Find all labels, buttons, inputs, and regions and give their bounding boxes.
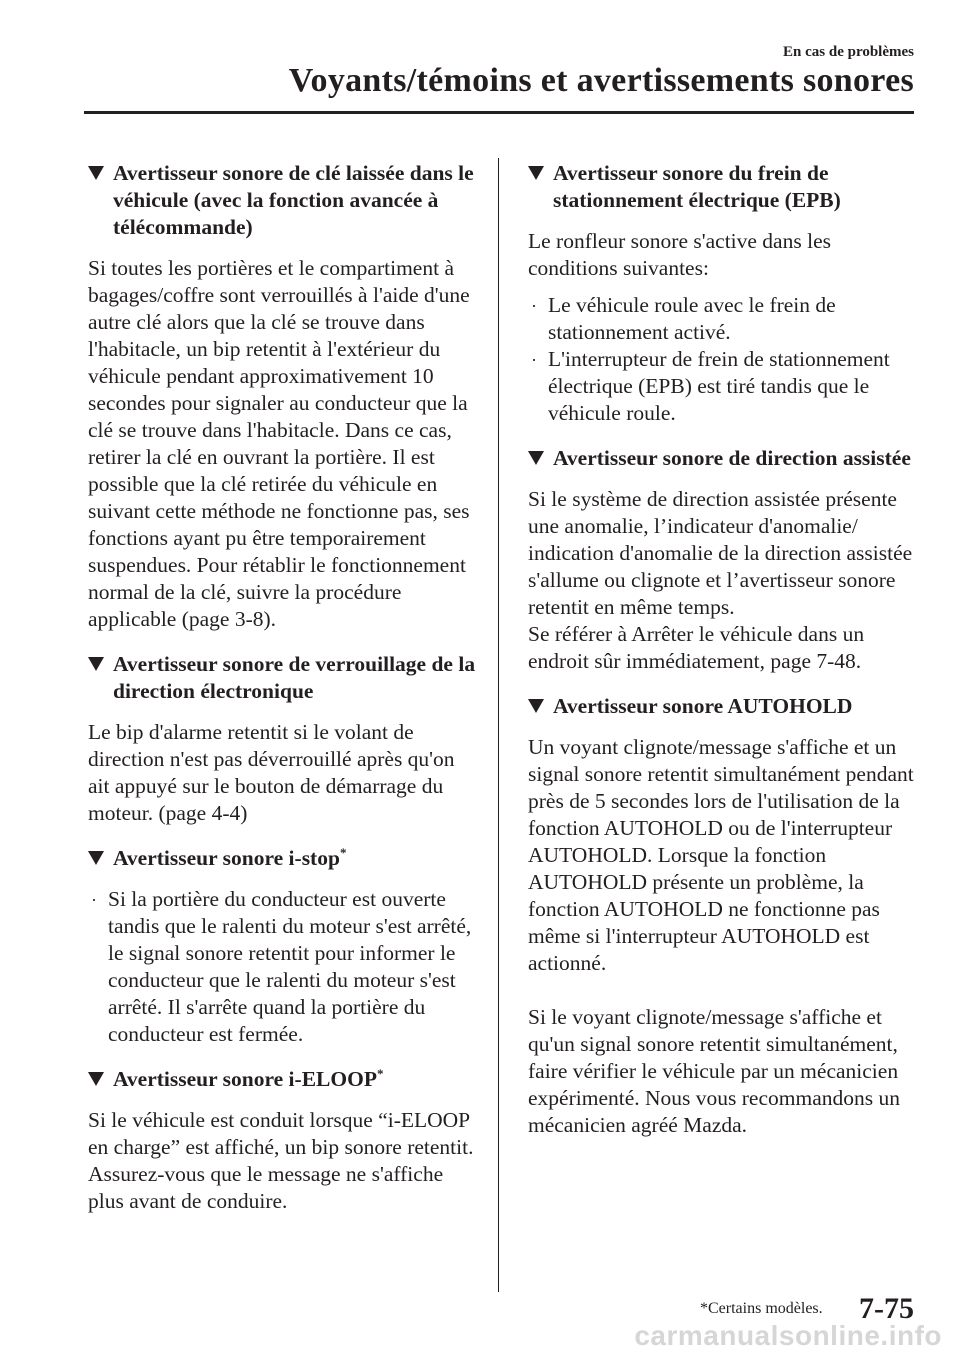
list-item-text: Le véhicule roule avec le frein de stationnement activé.	[548, 293, 836, 344]
heading-text: Avertisseur sonore i-stop	[113, 846, 340, 870]
section-heading-autohold	[528, 693, 920, 720]
left-column	[88, 160, 480, 1233]
paragraph-text: Si le système de direction assistée présente une anomalie, l’indicateur d'anomalie/ indication d'anomalie de la direction assistée s'allume ou clignote et l’avertisseur sonore retentit en même temps.	[528, 487, 913, 619]
paragraph: Le bip d'alarme retentit si le volant de direction n'est pas déverrouillé après qu'on ait appuyé sur le bouton de démarrage du moteur. (page 4-4)	[88, 720, 455, 825]
section-heading-power-steering	[528, 445, 920, 472]
section-heading-steering-lock	[88, 651, 480, 705]
list-item-text: L'interrupteur de frein de stationnement électrique (EPB) est tiré tandis que le véhicule roule.	[548, 347, 890, 425]
section-heading-i-stop	[88, 845, 480, 872]
bullet-list	[88, 886, 480, 1048]
section-heading-key-left-in-vehicle	[88, 160, 480, 241]
paragraph: Si toutes les portières et le compartiment à bagages/coffre sont verrouillés à l'aide d'une autre clé alors que la clé se trouve dans l'habitacle, un bip retentit à l'extérieur du véhicule pendant approximativement 10 secondes pour signaler au conducteur que la clé se trouve dans l'habitacle. Dans ce cas, retirer la clé en ouvrant la portière. Il est possible que la clé retirée du véhicule en suivant cette méthode ne fonctionne pas, ses fonctions ayant pu être temporairement suspendues. Pour rétablir le fonctionnement normal de la clé, suivre la procédure applicable (page 3-8).	[88, 256, 470, 631]
heading-text: Avertisseur sonore de verrouillage de la direction électronique	[113, 652, 476, 703]
triangle-bullet-icon	[528, 699, 544, 713]
page-reference-text: Se référer à Arrêter le véhicule dans un endroit sûr immédiatement, page 7-48.	[528, 622, 865, 673]
heading-text: Avertisseur sonore AUTOHOLD	[553, 694, 853, 718]
bullet-list	[528, 292, 920, 427]
paragraph: Un voyant clignote/message s'affiche et un signal sonore retentit simultanément pendant près de 5 secondes lors de l'utilisation de la fonction AUTOHOLD ou de l'interrupteur AUTOHOLD. Lorsque la fonction AUTOHOLD présente un problème, la fonction AUTOHOLD ne fonctionne pas même si l'interrupteur AUTOHOLD est actionné.	[528, 735, 914, 975]
watermark: carmanualsonline.info	[634, 1320, 942, 1351]
paragraph	[528, 486, 920, 675]
section-label: En cas de problèmes	[783, 44, 914, 60]
heading-text: Avertisseur sonore de direction assistée	[553, 446, 911, 470]
header-rule	[84, 111, 914, 114]
paragraph: Si le voyant clignote/message s'affiche et qu'un signal sonore retentit simultanément, faire vérifier le véhicule par un mécanicien expérimenté. Nous vous recommandons un mécanicien agréé Mazda.	[528, 1005, 900, 1137]
page-number: 7-75	[859, 1292, 914, 1325]
list-item-text: Si la portière du conducteur est ouverte tandis que le ralenti du moteur s'est arrêté, le signal sonore retentit pour informer le conducteur que le ralenti du moteur s'est arrêté. Il s'arrête quand la portière du conducteur est fermée.	[108, 887, 472, 1046]
asterisk-mark: *	[339, 844, 347, 860]
page-title: Voyants/témoins et avertissements sonores	[288, 62, 914, 99]
section-heading-i-eloop	[88, 1066, 480, 1093]
asterisk-mark: *	[376, 1065, 384, 1081]
footnote: *Certains modèles.	[700, 1300, 823, 1317]
triangle-bullet-icon	[88, 851, 104, 865]
section-heading-epb	[528, 160, 920, 214]
right-column	[528, 160, 920, 1157]
triangle-bullet-icon	[528, 451, 544, 465]
heading-text: Avertisseur sonore i-ELOOP	[113, 1067, 377, 1091]
list-item	[88, 886, 480, 1048]
column-divider	[498, 158, 499, 1292]
heading-text: Avertisseur sonore du frein de stationnement électrique (EPB)	[553, 161, 841, 212]
bullet-dot-icon: ·	[531, 350, 537, 370]
list-item	[528, 346, 920, 427]
triangle-bullet-icon	[88, 1072, 104, 1086]
paragraph: Le ronfleur sonore s'active dans les conditions suivantes:	[528, 229, 831, 280]
triangle-bullet-icon	[88, 657, 104, 671]
triangle-bullet-icon	[528, 166, 544, 180]
triangle-bullet-icon	[88, 166, 104, 180]
bullet-dot-icon: ·	[531, 296, 537, 316]
paragraph: Si le véhicule est conduit lorsque “i-ELOOP en charge” est affiché, un bip sonore retentit. Assurez-vous que le message ne s'affiche plus avant de conduire.	[88, 1108, 474, 1213]
list-item	[528, 292, 920, 346]
bullet-dot-icon: ·	[91, 890, 97, 910]
heading-text: Avertisseur sonore de clé laissée dans le véhicule (avec la fonction avancée à télécommande)	[113, 161, 474, 239]
